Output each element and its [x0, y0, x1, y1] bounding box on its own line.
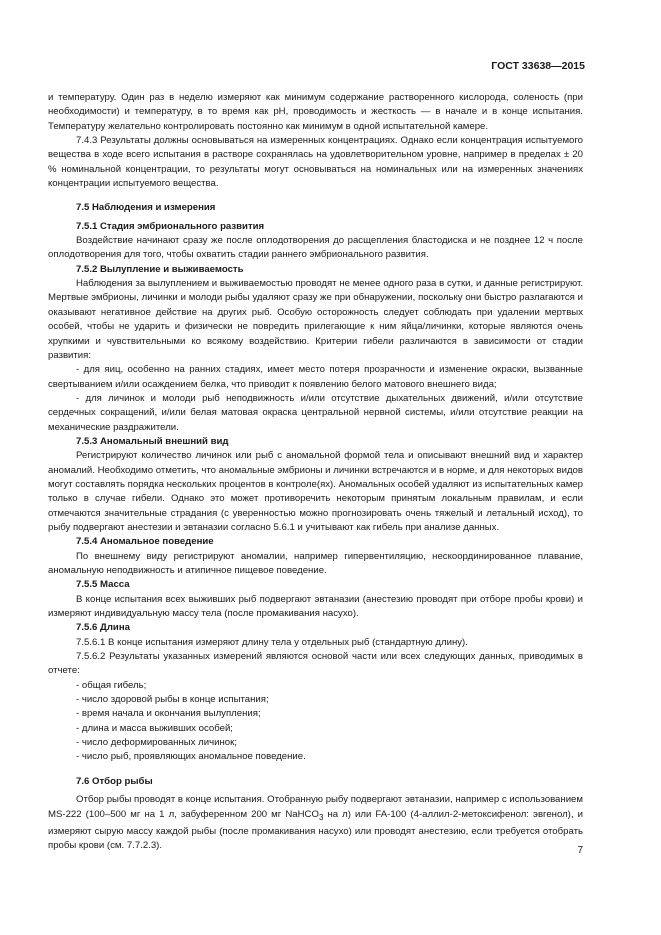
subsection-heading-7-5-4: 7.5.4 Аномальное поведение: [76, 536, 214, 548]
paragraph-7-5-1: Воздействие начинают сразу же после оплодотворения до расщепления бластодиска и не позднее 12 ч после оплодотворения для того, чтобы охватить стадии раннего эмбрионального развития.: [48, 235, 583, 261]
paragraph-7-5-3: Регистрируют количество личинок или рыб с аномальной формой тела и описывают внешний вид и характер аномалий. Необходимо отметить, что аномальные эмбрионы и личинки встречаются и в норме, и для некоторых видов могут составлять порядка нескольких процентов в контроле(ях). Аномальных особей удаляют из испытательных камер только в случае гибели. Однако это может противоречить некоторым принятым локальным правилам, и если отмечаются значительные страдания (с уверенностью можно прогнозировать очень тяжелый и летальный исход), то рыбу подвергают анестезии и эвтаназии согласно 5.6.1 и учитывают как гибель при анализе данных.: [48, 450, 584, 533]
list-item: - число рыб, проявляющих аномальное поведение.: [76, 751, 306, 763]
subsection-heading-7-5-5: 7.5.5 Масса: [76, 579, 130, 591]
paragraph-7-5-2: Наблюдения за вылуплением и выживаемостью проводят не менее одного раза в сутки, и данные регистрируют. Мертвые эмбрионы, личинки и молоди рыбы удаляют сразу же при обнаружении, поскольку они быстро разлагаются и оказывают негативное действие на других рыб. Особую осторожность следует соблюдать при удалении мертвых особей, чтобы не ударить и физически не повредить прилегающие к ним яйца/личинки, которые являются очень хрупкими и чувствительными ко всякому воздействию. Критерии гибели различаются в зависимости от стадии развития:: [48, 278, 583, 361]
subsection-heading-7-5-1: 7.5.1 Стадия эмбрионального развития: [76, 220, 265, 232]
paragraph-7-6: [48, 793, 583, 853]
subsection-heading-7-5-2: 7.5.2 Вылупление и выживаемость: [76, 263, 244, 275]
paragraph-7-6-part-b: на л) или FA-100 (4-аллил-2-метоксифенол: эвгенол), и измеряют сырую массу каждой рыбы (после промакивания насухо) или проводят анестезию, если требуется отобрать пробы крови (см. 7.7.2.3).: [48, 808, 583, 852]
page-header-standard-code: ГОСТ 33638—2015: [491, 60, 585, 72]
list-item: - общая гибель;: [76, 679, 147, 691]
document-body: [48, 91, 583, 853]
subsection-heading-7-5-3: 7.5.3 Аномальный внешний вид: [76, 435, 229, 447]
list-item: - число здоровой рыбы в конце испытания;: [76, 694, 269, 706]
subsection-heading-7-5-6: 7.5.6 Длина: [76, 622, 130, 634]
paragraph-7-5-5: В конце испытания всех выживших рыб подвергают эвтаназии (анестезию проводят при отборе пробы крови) и измеряют индивидуальную массу тела (после промакивания насухо).: [48, 593, 583, 620]
paragraph-7-5-2-eggs: - для яиц, особенно на ранних стадиях, имеет место потеря прозрачности и изменение окраски, вызванные свертыванием и/или осаждением белка, что приводит к появлению белого матового внешнего вида;: [48, 364, 583, 390]
subscript-3: 3: [318, 812, 324, 822]
paragraph-7-5-6-2: 7.5.6.2 Результаты указанных измерений являются основой части или всех следующих данных, приводимых в отчете:: [48, 651, 583, 677]
list-item: - число деформированных личинок;: [76, 737, 237, 749]
paragraph-7-5-4: По внешнему виду регистрируют аномалии, например гипервентиляцию, нескоординированное плавание, аномальную неподвижность и атипичное пищевое поведение.: [48, 550, 583, 576]
paragraph-7-4-3: 7.4.3 Результаты должны основываться на измеренных концентрациях. Однако если концентрация испытуемого вещества в ходе всего испытания в растворе сохранялась на удовлетворительном уровне, например в пределах ± 20 % номинальной концентрации, то результаты могут основываться на номинальных или на измеренных значениях концентрации испытуемого вещества.: [48, 135, 583, 190]
section-heading-7-6: 7.6 Отбор рыбы: [76, 775, 153, 787]
list-item: - время начала и окончания вылупления;: [76, 708, 261, 720]
paragraph-7-5-6-1: 7.5.6.1 В конце испытания измеряют длину тела у отдельных рыб (стандартную длину).: [76, 636, 468, 648]
page-number: 7: [577, 845, 583, 856]
paragraph-continuation: и температуру. Один раз в неделю измеряют как минимум содержание растворенного кислорода, соленость (при необходимости) и температуру, в то время как pH, проводимость и жесткость — в начале и в конце испытания. Температуру желательно контролировать постоянно как минимум в одной испытательной камере.: [48, 92, 583, 132]
paragraph-7-5-2-larvae: - для личинок и молоди рыб неподвижность и/или отсутствие дыхательных движений, и/или отсутствие сердечных сокращений, и/или белая матовая окраска центральной нервной системы, и/или отсутствие реакции на механические раздражители.: [48, 392, 583, 433]
paragraph-7-6-part-a: Отбор рыбы проводят в конце испытания. Отобранную рыбу подвергают эвтаназии, например с использованием MS-222 (100–500 мг на 1 л, забуференном 200 мг NaHCO: [48, 794, 583, 820]
list-item: - длина и масса выживших особей;: [76, 722, 233, 734]
section-heading-7-5: 7.5 Наблюдения и измерения: [76, 202, 216, 214]
